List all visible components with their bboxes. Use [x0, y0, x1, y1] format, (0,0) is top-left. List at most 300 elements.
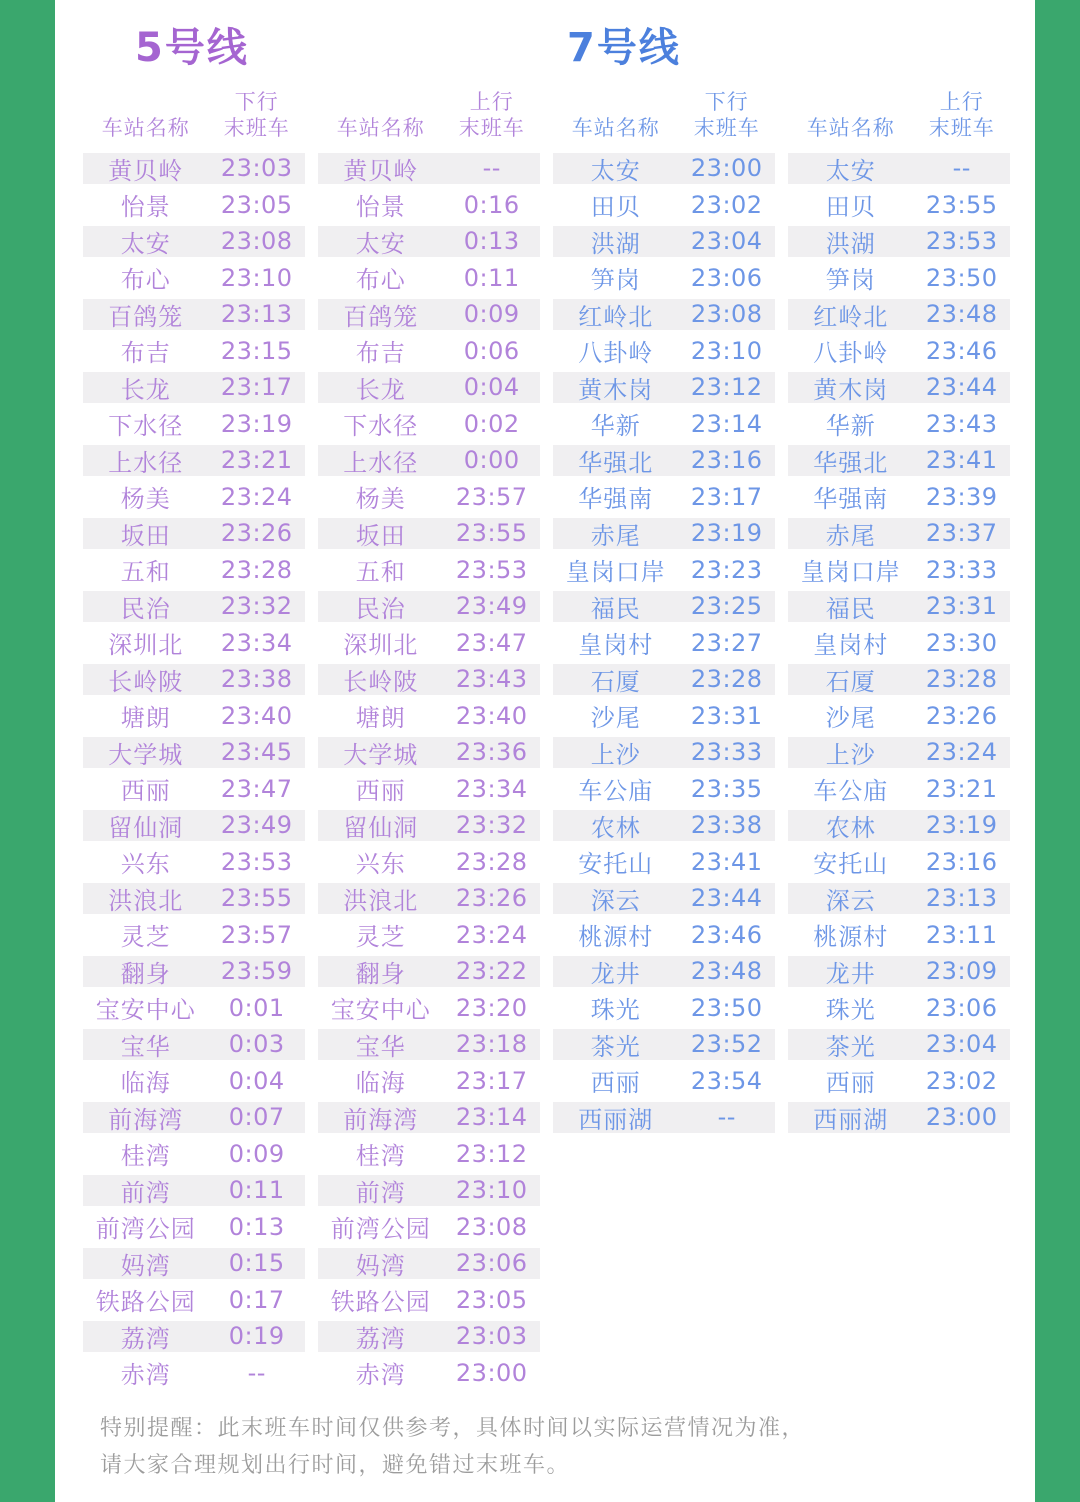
- station-name: 车公庙: [813, 777, 889, 806]
- table-row: [83, 953, 305, 990]
- table-row: [83, 807, 305, 844]
- station-name: 西丽: [590, 1069, 641, 1098]
- station-name: 上沙: [590, 740, 641, 769]
- table-row: [788, 150, 1010, 187]
- station-name: 沙尾: [825, 704, 876, 733]
- timetable-line7-up: [788, 78, 1010, 1136]
- last-train-time: 23:31: [925, 592, 998, 621]
- table-row: [83, 1209, 305, 1246]
- station-name: 华强北: [578, 448, 654, 477]
- direction-label: 下行: [704, 90, 749, 114]
- last-train-time: 23:06: [925, 993, 998, 1022]
- table-row: [788, 296, 1010, 333]
- table-row: [553, 734, 775, 771]
- last-train-time: 23:40: [220, 701, 293, 730]
- table-row: [83, 1063, 305, 1100]
- station-name: 田贝: [825, 193, 876, 222]
- time-column-header: [443, 89, 540, 141]
- last-train-time: 23:14: [455, 1103, 528, 1132]
- table-row: [318, 1026, 540, 1063]
- table-row: [318, 771, 540, 808]
- station-name: 车公庙: [578, 777, 654, 806]
- station-name: 布心: [120, 266, 171, 295]
- station-name: 坂田: [120, 521, 171, 550]
- last-train-time: 23:35: [690, 774, 763, 803]
- station-name: 石厦: [590, 667, 641, 696]
- last-train-time: --: [952, 154, 971, 183]
- last-train-time: 23:24: [455, 920, 528, 949]
- station-name: 石厦: [825, 667, 876, 696]
- station-column-header: 车站名称: [336, 116, 425, 140]
- last-train-time: 23:00: [690, 154, 763, 183]
- table-row: [318, 442, 540, 479]
- table-row: [553, 187, 775, 224]
- timetable-header: [553, 78, 775, 150]
- table-row: [83, 187, 305, 224]
- station-name: 杨美: [120, 485, 171, 514]
- station-name: 大学城: [108, 740, 184, 769]
- table-row: [553, 698, 775, 735]
- table-row: [318, 406, 540, 443]
- station-name: 百鸽笼: [108, 302, 184, 331]
- table-row: [318, 1318, 540, 1355]
- last-train-time: 23:46: [925, 336, 998, 365]
- last-train-time: 0:11: [228, 1176, 285, 1205]
- table-row: [318, 844, 540, 881]
- last-train-time: 23:31: [690, 701, 763, 730]
- table-row: [318, 150, 540, 187]
- station-name: 洪浪北: [343, 886, 419, 915]
- station-name: 洪湖: [825, 229, 876, 258]
- station-name: 坂田: [355, 521, 406, 550]
- table-row: [83, 990, 305, 1027]
- table-row: [788, 260, 1010, 297]
- last-train-time: 23:02: [925, 1066, 998, 1095]
- table-row: [83, 1099, 305, 1136]
- last-train-time: 23:28: [220, 555, 293, 584]
- table-row: [83, 844, 305, 881]
- station-name: 太安: [120, 229, 171, 258]
- last-train-time: 0:02: [463, 409, 520, 438]
- station-column-header: 车站名称: [101, 116, 190, 140]
- table-row: [318, 552, 540, 589]
- station-name: 前湾公园: [95, 1215, 196, 1244]
- last-train-time: 23:45: [220, 738, 293, 767]
- last-train-label: 末班车: [693, 116, 760, 140]
- table-row: [553, 807, 775, 844]
- table-row: [788, 552, 1010, 589]
- station-name: 华强南: [578, 485, 654, 514]
- station-name: 怡景: [355, 193, 406, 222]
- line-tables: [553, 78, 1035, 1136]
- last-train-time: 23:50: [690, 993, 763, 1022]
- station-name: 皇岗村: [578, 631, 654, 660]
- table-row: [553, 406, 775, 443]
- table-row: [788, 333, 1010, 370]
- station-name: 茶光: [825, 1032, 876, 1061]
- table-row: [788, 625, 1010, 662]
- timetable-header: [788, 78, 1010, 150]
- table-row: [318, 515, 540, 552]
- last-train-time: 23:53: [455, 555, 528, 584]
- last-train-time: 23:04: [690, 227, 763, 256]
- table-row: [788, 479, 1010, 516]
- table-row: [318, 1355, 540, 1392]
- table-row: [83, 442, 305, 479]
- last-train-time: 0:04: [463, 373, 520, 402]
- station-name: 长龙: [120, 375, 171, 404]
- last-train-time: 23:19: [690, 519, 763, 548]
- table-row: [318, 807, 540, 844]
- table-row: [318, 187, 540, 224]
- table-row: [788, 1099, 1010, 1136]
- line-title: 5号线: [135, 25, 249, 71]
- table-row: [83, 661, 305, 698]
- station-column-header: 车站名称: [806, 116, 895, 140]
- table-row: [788, 807, 1010, 844]
- station-name: 华新: [590, 412, 641, 441]
- table-row: [553, 150, 775, 187]
- station-name: 怡景: [120, 193, 171, 222]
- station-name: 布心: [355, 266, 406, 295]
- timetable-body: [553, 150, 775, 1136]
- last-train-label: 末班车: [458, 116, 525, 140]
- last-train-time: 23:50: [925, 263, 998, 292]
- station-name: 皇岗口岸: [565, 558, 666, 587]
- last-train-time: 23:59: [220, 957, 293, 986]
- station-name: 沙尾: [590, 704, 641, 733]
- last-train-time: --: [482, 154, 501, 183]
- table-row: [318, 479, 540, 516]
- last-train-time: 23:03: [220, 154, 293, 183]
- station-name: 百鸽笼: [343, 302, 419, 331]
- station-name: 长岭陂: [108, 667, 184, 696]
- station-name: 深圳北: [108, 631, 184, 660]
- table-row: [553, 880, 775, 917]
- last-train-time: 23:08: [690, 300, 763, 329]
- table-row: [553, 515, 775, 552]
- last-train-time: 23:53: [925, 227, 998, 256]
- station-name: 宝安中心: [95, 996, 196, 1025]
- station-name: 深云: [590, 886, 641, 915]
- table-row: [318, 369, 540, 406]
- table-row: [83, 771, 305, 808]
- station-name: 深圳北: [343, 631, 419, 660]
- last-train-time: 23:00: [455, 1358, 528, 1387]
- last-train-time: 23:19: [925, 811, 998, 840]
- last-train-time: 23:23: [690, 555, 763, 584]
- station-name: 珠光: [590, 996, 641, 1025]
- station-name: 五和: [120, 558, 171, 587]
- direction-label: 上行: [469, 90, 514, 114]
- table-row: [318, 223, 540, 260]
- station-name: 桃源村: [813, 923, 889, 952]
- last-train-time: 23:03: [455, 1322, 528, 1351]
- station-name: 宝安中心: [330, 996, 431, 1025]
- station-name: 华新: [825, 412, 876, 441]
- table-row: [788, 442, 1010, 479]
- last-train-time: 23:49: [455, 592, 528, 621]
- table-row: [83, 625, 305, 662]
- last-train-time: 23:13: [220, 300, 293, 329]
- table-row: [553, 333, 775, 370]
- station-name: 西丽湖: [578, 1105, 654, 1134]
- table-row: [83, 698, 305, 735]
- last-train-time: 23:25: [690, 592, 763, 621]
- station-name: 福民: [590, 594, 641, 623]
- time-column-header: [208, 89, 305, 141]
- station-column-header: 车站名称: [571, 116, 660, 140]
- station-name: 皇岗口岸: [800, 558, 901, 587]
- table-row: [83, 260, 305, 297]
- last-train-time: 23:57: [220, 920, 293, 949]
- last-train-time: 23:17: [455, 1066, 528, 1095]
- table-row: [553, 917, 775, 954]
- last-train-time: 23:46: [690, 920, 763, 949]
- last-train-time: 0:00: [463, 446, 520, 475]
- last-train-time: 23:21: [220, 446, 293, 475]
- timetable-body: [788, 150, 1010, 1136]
- table-row: [788, 1026, 1010, 1063]
- table-row: [83, 369, 305, 406]
- last-train-time: 23:19: [220, 409, 293, 438]
- table-row: [553, 588, 775, 625]
- metro-line-section-line7: [547, 0, 1035, 1502]
- last-train-label: 末班车: [223, 116, 290, 140]
- station-name: 安托山: [578, 850, 654, 879]
- table-row: [788, 588, 1010, 625]
- last-train-time: 0:15: [228, 1249, 285, 1278]
- last-train-time: 23:48: [690, 957, 763, 986]
- table-row: [318, 588, 540, 625]
- last-train-time: 23:12: [455, 1139, 528, 1168]
- last-train-time: 23:47: [455, 628, 528, 657]
- last-train-time: 23:52: [690, 1030, 763, 1059]
- last-train-time: 23:00: [925, 1103, 998, 1132]
- station-name: 荔湾: [355, 1324, 406, 1353]
- station-name: 长岭陂: [343, 667, 419, 696]
- table-row: [788, 187, 1010, 224]
- last-train-time: 23:48: [925, 300, 998, 329]
- last-train-time: 23:43: [925, 409, 998, 438]
- last-train-time: 23:13: [925, 884, 998, 913]
- station-name: 太安: [355, 229, 406, 258]
- line-title: 7号线: [567, 25, 681, 71]
- time-column-header: [678, 89, 775, 141]
- table-row: [318, 625, 540, 662]
- last-train-time: 0:09: [228, 1139, 285, 1168]
- station-name: 田贝: [590, 193, 641, 222]
- table-row: [788, 1063, 1010, 1100]
- timetable-line7-down: [553, 78, 775, 1136]
- last-train-time: 23:33: [925, 555, 998, 584]
- last-train-time: 23:12: [690, 373, 763, 402]
- station-name: 前湾公园: [330, 1215, 431, 1244]
- table-row: [553, 771, 775, 808]
- table-row: [318, 734, 540, 771]
- table-row: [83, 1026, 305, 1063]
- table-row: [318, 1245, 540, 1282]
- last-train-time: 23:55: [220, 884, 293, 913]
- last-train-time: 23:26: [220, 519, 293, 548]
- station-name: 华强北: [813, 448, 889, 477]
- table-row: [788, 734, 1010, 771]
- table-row: [83, 150, 305, 187]
- metro-line-section-line5: [55, 0, 547, 1502]
- table-row: [318, 953, 540, 990]
- station-name: 长龙: [355, 375, 406, 404]
- last-train-time: 0:13: [463, 227, 520, 256]
- footer-note: [100, 1410, 805, 1484]
- station-name: 黄木岗: [578, 375, 654, 404]
- last-train-time: 23:32: [455, 811, 528, 840]
- station-name: 五和: [355, 558, 406, 587]
- station-name: 赤湾: [355, 1361, 406, 1390]
- last-train-time: 23:08: [455, 1212, 528, 1241]
- last-train-time: 23:41: [690, 847, 763, 876]
- table-row: [318, 1172, 540, 1209]
- direction-label: 上行: [939, 90, 984, 114]
- last-train-time: 23:39: [925, 482, 998, 511]
- last-train-time: 23:16: [690, 446, 763, 475]
- last-train-time: 23:05: [220, 190, 293, 219]
- table-row: [83, 1318, 305, 1355]
- station-name: 深云: [825, 886, 876, 915]
- table-row: [318, 333, 540, 370]
- station-name: 布吉: [355, 339, 406, 368]
- last-train-time: 23:32: [220, 592, 293, 621]
- last-train-time: 23:10: [220, 263, 293, 292]
- station-name: 宝华: [120, 1032, 171, 1061]
- last-train-time: 23:21: [925, 774, 998, 803]
- table-row: [83, 552, 305, 589]
- last-train-time: 0:17: [228, 1285, 285, 1314]
- timetable-header: [83, 78, 305, 150]
- station-name: 农林: [825, 813, 876, 842]
- last-train-time: 23:10: [455, 1176, 528, 1205]
- last-train-time: 23:28: [690, 665, 763, 694]
- station-name: 上沙: [825, 740, 876, 769]
- table-row: [83, 917, 305, 954]
- last-train-time: 23:24: [220, 482, 293, 511]
- table-row: [83, 880, 305, 917]
- table-row: [553, 844, 775, 881]
- station-name: 洪湖: [590, 229, 641, 258]
- station-name: 前湾: [355, 1178, 406, 1207]
- station-name: 西丽湖: [813, 1105, 889, 1134]
- last-train-time: --: [247, 1358, 266, 1387]
- last-train-time: 23:37: [925, 519, 998, 548]
- station-name: 西丽: [355, 777, 406, 806]
- station-name: 杨美: [355, 485, 406, 514]
- table-row: [318, 1099, 540, 1136]
- content-area: [55, 0, 1035, 1502]
- footer-line-2: 请大家合理规划出行时间，避免错过末班车。: [100, 1453, 571, 1478]
- last-train-time: 0:07: [228, 1103, 285, 1132]
- station-name: 西丽: [120, 777, 171, 806]
- last-train-time: 0:09: [463, 300, 520, 329]
- table-row: [553, 260, 775, 297]
- table-row: [553, 1063, 775, 1100]
- station-name: 太安: [590, 156, 641, 185]
- station-name: 福民: [825, 594, 876, 623]
- station-name: 铁路公园: [95, 1288, 196, 1317]
- table-row: [83, 1355, 305, 1392]
- last-train-label: 末班车: [928, 116, 995, 140]
- table-row: [83, 1136, 305, 1173]
- last-train-time: 23:22: [455, 957, 528, 986]
- last-train-time: 23:44: [925, 373, 998, 402]
- table-row: [318, 1063, 540, 1100]
- station-name: 大学城: [343, 740, 419, 769]
- station-name: 下水径: [343, 412, 419, 441]
- station-name: 翻身: [120, 959, 171, 988]
- station-name: 太安: [825, 156, 876, 185]
- last-train-time: 23:02: [690, 190, 763, 219]
- station-name: 妈湾: [355, 1251, 406, 1280]
- station-name: 临海: [355, 1069, 406, 1098]
- table-row: [553, 479, 775, 516]
- table-row: [83, 333, 305, 370]
- station-name: 布吉: [120, 339, 171, 368]
- station-name: 下水径: [108, 412, 184, 441]
- station-name: 黄贝岭: [108, 156, 184, 185]
- table-row: [788, 223, 1010, 260]
- table-row: [788, 990, 1010, 1027]
- last-train-time: 23:14: [690, 409, 763, 438]
- station-name: 农林: [590, 813, 641, 842]
- station-name: 兴东: [120, 850, 171, 879]
- station-name: 八卦岭: [578, 339, 654, 368]
- station-name: 桂湾: [120, 1142, 171, 1171]
- table-row: [788, 953, 1010, 990]
- last-train-time: 23:34: [220, 628, 293, 657]
- table-row: [83, 406, 305, 443]
- station-name: 塘朗: [355, 704, 406, 733]
- table-row: [788, 771, 1010, 808]
- last-train-time: 23:36: [455, 738, 528, 767]
- last-train-time: 23:17: [220, 373, 293, 402]
- station-name: 上水径: [343, 448, 419, 477]
- station-name: 茶光: [590, 1032, 641, 1061]
- table-row: [788, 698, 1010, 735]
- last-train-time: 23:09: [925, 957, 998, 986]
- table-row: [83, 1172, 305, 1209]
- last-train-time: 23:41: [925, 446, 998, 475]
- last-train-time: --: [717, 1103, 736, 1132]
- table-row: [553, 442, 775, 479]
- last-train-time: 23:47: [220, 774, 293, 803]
- station-name: 民治: [120, 594, 171, 623]
- station-name: 龙井: [590, 959, 641, 988]
- station-name: 赤湾: [120, 1361, 171, 1390]
- station-name: 前海湾: [108, 1105, 184, 1134]
- last-train-time: 23:55: [455, 519, 528, 548]
- last-train-time: 23:06: [690, 263, 763, 292]
- station-name: 桃源村: [578, 923, 654, 952]
- table-row: [788, 880, 1010, 917]
- last-train-time: 23:08: [220, 227, 293, 256]
- last-train-time: 0:11: [463, 263, 520, 292]
- station-name: 兴东: [355, 850, 406, 879]
- station-name: 龙井: [825, 959, 876, 988]
- last-train-time: 23:15: [220, 336, 293, 365]
- table-row: [553, 990, 775, 1027]
- station-name: 华强南: [813, 485, 889, 514]
- table-row: [553, 369, 775, 406]
- last-train-time: 23:28: [925, 665, 998, 694]
- station-name: 前海湾: [343, 1105, 419, 1134]
